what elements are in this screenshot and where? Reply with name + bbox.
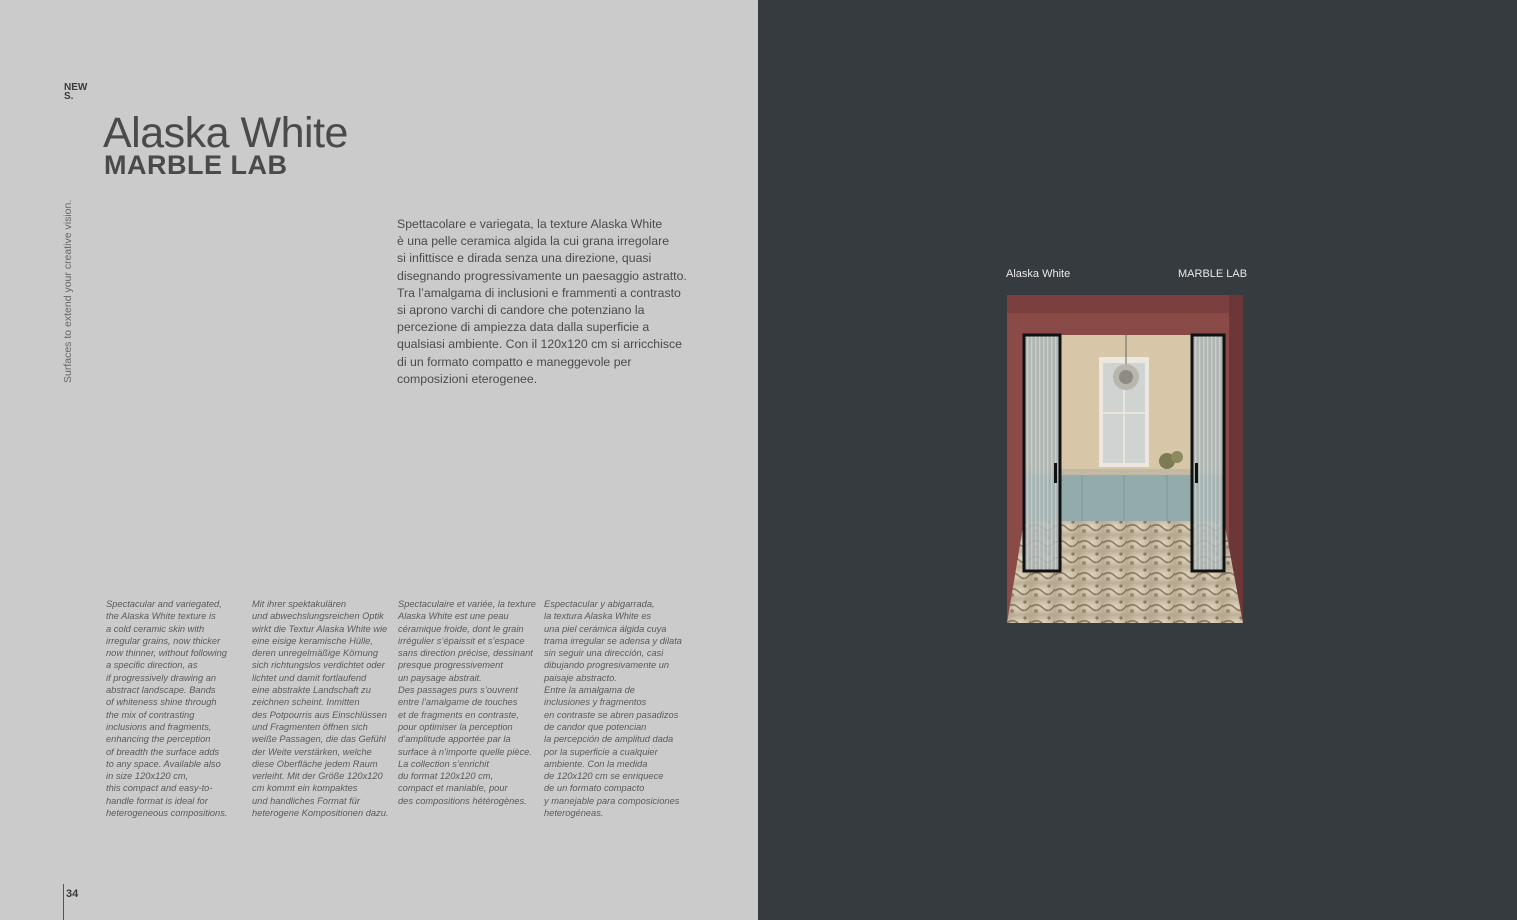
column-line: et de fragments en contraste, bbox=[398, 709, 519, 720]
column-line: this compact and easy-to- bbox=[106, 783, 213, 794]
news-label: NEW S. bbox=[64, 82, 88, 102]
column-line: irrégulier s’épaissit et s’espace bbox=[398, 635, 525, 646]
column-line: trama irregular se adensa y dilata bbox=[544, 635, 682, 646]
column-line: presque progressivement bbox=[398, 660, 503, 671]
column-line: enhancing the perception bbox=[106, 734, 211, 745]
column-line: now thinner, without following bbox=[106, 648, 227, 659]
column-line: sin seguir una dirección, casi bbox=[544, 648, 664, 659]
column-line: du format 120x120 cm, bbox=[398, 771, 494, 782]
column-french bbox=[398, 598, 536, 807]
column-line: La collection s’enrichit bbox=[398, 758, 489, 769]
column-line: de 120x120 cm se enriquece bbox=[544, 771, 664, 782]
column-line: de un formato compacto bbox=[544, 783, 645, 794]
column-line: un paysage abstrait. bbox=[398, 672, 482, 683]
page-number-rule bbox=[63, 884, 64, 920]
column-line: der Weite verstärken, welche bbox=[252, 746, 372, 757]
column-line: of whiteness shine through bbox=[106, 697, 217, 708]
column-line: verleiht. Mit der Größe 120x120 bbox=[252, 771, 383, 782]
column-line: una piel cerámica álgida cuya bbox=[544, 623, 667, 634]
column-line: irregular grains, now thicker bbox=[106, 635, 221, 646]
column-line: sans direction précise, dessinant bbox=[398, 648, 533, 659]
column-line: handle format is ideal for bbox=[106, 795, 208, 806]
column-line: heterogeneous compositions. bbox=[106, 808, 228, 819]
page-number: 34 bbox=[66, 888, 79, 900]
column-line: heterogéneas. bbox=[544, 808, 604, 819]
column-english bbox=[106, 598, 227, 819]
column-line: sich richtungslos verdichtet oder bbox=[252, 660, 385, 671]
column-line: céramique froide, dont le grain bbox=[398, 623, 524, 634]
column-line: eine abstrakte Landschaft zu bbox=[252, 685, 371, 696]
column-line: if progressively drawing an bbox=[106, 672, 217, 683]
column-line: en contraste se abren pasadizos bbox=[544, 709, 679, 720]
column-line: eine eisige keramische Hülle, bbox=[252, 635, 373, 646]
intro-line: qualsiasi ambiente. Con il 120x120 cm si arricchisce bbox=[397, 337, 683, 352]
column-line: heterogene Kompositionen dazu. bbox=[252, 808, 389, 819]
column-line: abstract landscape. Bands bbox=[106, 685, 216, 696]
column-line: inclusions and fragments, bbox=[106, 721, 212, 732]
column-line: Des passages purs s’ouvrent bbox=[398, 685, 518, 696]
intro-line: Tra l’amalgama di inclusioni e frammenti a contrasto bbox=[397, 285, 681, 300]
column-line: la textura Alaska White es bbox=[544, 611, 652, 622]
column-line: de candor que potencian bbox=[544, 721, 647, 732]
column-line: a specific direction, as bbox=[106, 660, 198, 671]
page-title: Alaska White bbox=[103, 109, 348, 157]
column-line: wirkt die Textur Alaska White wie bbox=[252, 623, 388, 634]
column-line: dibujando progresivamente un bbox=[544, 660, 670, 671]
photo-caption-collection: MARBLE LAB bbox=[1178, 268, 1248, 280]
column-line: Spectaculaire et variée, la texture bbox=[398, 599, 536, 609]
column-line: surface à n’importe quelle pièce. bbox=[398, 746, 532, 757]
column-line: inclusiones y fragmentos bbox=[544, 697, 647, 708]
column-line: weiße Passagen, die das Gefühl bbox=[252, 734, 386, 745]
column-german bbox=[252, 598, 388, 819]
column-line: deren unregelmäßige Körnung bbox=[252, 648, 379, 659]
photo-caption-product: Alaska White bbox=[1006, 268, 1071, 280]
column-line: of breadth the surface adds bbox=[106, 746, 220, 757]
doorway-kitchen-illustration bbox=[1007, 295, 1243, 623]
intro-line: è una pelle ceramica algida la cui grana irregolare bbox=[397, 234, 670, 249]
column-spanish bbox=[544, 598, 682, 819]
column-line: Mit ihrer spektakulären bbox=[252, 599, 347, 609]
column-line: entre l’amalgame de touches bbox=[398, 697, 518, 708]
column-line: pour optimiser la perception bbox=[398, 721, 513, 732]
column-line: lichtet und damit fortlaufend bbox=[252, 672, 367, 683]
column-line: compact et maniable, pour bbox=[398, 783, 508, 794]
intro-line: disegnando progressivamente un paesaggio astratto. bbox=[397, 268, 687, 283]
intro-line: di un formato compatto e maneggevole per bbox=[397, 354, 632, 369]
vertical-tagline: Surfaces to extend your creative vision. bbox=[62, 199, 74, 383]
column-line: the mix of contrasting bbox=[106, 709, 195, 720]
column-line: por la superficie a cualquier bbox=[544, 746, 658, 757]
column-line: the Alaska White texture is bbox=[106, 611, 216, 622]
column-line: y manejable para composiciones bbox=[544, 795, 680, 806]
column-line: des compositions hétérogènes. bbox=[398, 795, 527, 806]
column-line: la percepción de amplitud dada bbox=[544, 734, 674, 745]
column-line: cm kommt ein kompaktes bbox=[252, 783, 358, 794]
column-line: a cold ceramic skin with bbox=[106, 623, 205, 634]
column-line: Alaska White est une peau bbox=[398, 611, 509, 622]
column-line: to any space. Available also bbox=[106, 758, 221, 769]
column-line: und abwechslungsreichen Optik bbox=[252, 611, 384, 622]
intro-line: si infittisce e dirada senza una direzione, quasi bbox=[397, 251, 652, 266]
column-line: und Fragmenten öffnen sich bbox=[252, 721, 368, 732]
column-line: paisaje abstracto. bbox=[544, 672, 617, 683]
column-line: Entre la amalgama de bbox=[544, 685, 635, 696]
right-page bbox=[758, 0, 1517, 920]
intro-line: Spettacolare e variegata, la texture Alaska White bbox=[397, 217, 663, 231]
room-photo bbox=[1007, 295, 1243, 623]
intro-line: si aprono varchi di candore che potenziano la bbox=[397, 303, 645, 318]
intro-paragraph bbox=[397, 216, 687, 388]
column-line: und handliches Format für bbox=[252, 795, 361, 806]
column-line: Espectacular y abigarrada, bbox=[544, 599, 655, 609]
column-line: des Potpourris aus Einschlüssen bbox=[252, 709, 387, 720]
column-line: diese Oberfläche jedem Raum bbox=[252, 758, 378, 769]
column-line: zeichnen scheint. Inmitten bbox=[252, 697, 360, 708]
collection-name: MARBLE LAB bbox=[104, 150, 288, 180]
column-line: ambiente. Con la medida bbox=[544, 758, 648, 769]
column-line: Spectacular and variegated, bbox=[106, 599, 222, 609]
left-page bbox=[0, 0, 758, 920]
column-line: in size 120x120 cm, bbox=[106, 771, 189, 782]
intro-line: composizioni eterogenee. bbox=[397, 371, 538, 386]
intro-line: percezione di ampiezza data dalla superficie a bbox=[397, 320, 650, 335]
column-line: d’amplitude apportée par la bbox=[398, 734, 511, 745]
